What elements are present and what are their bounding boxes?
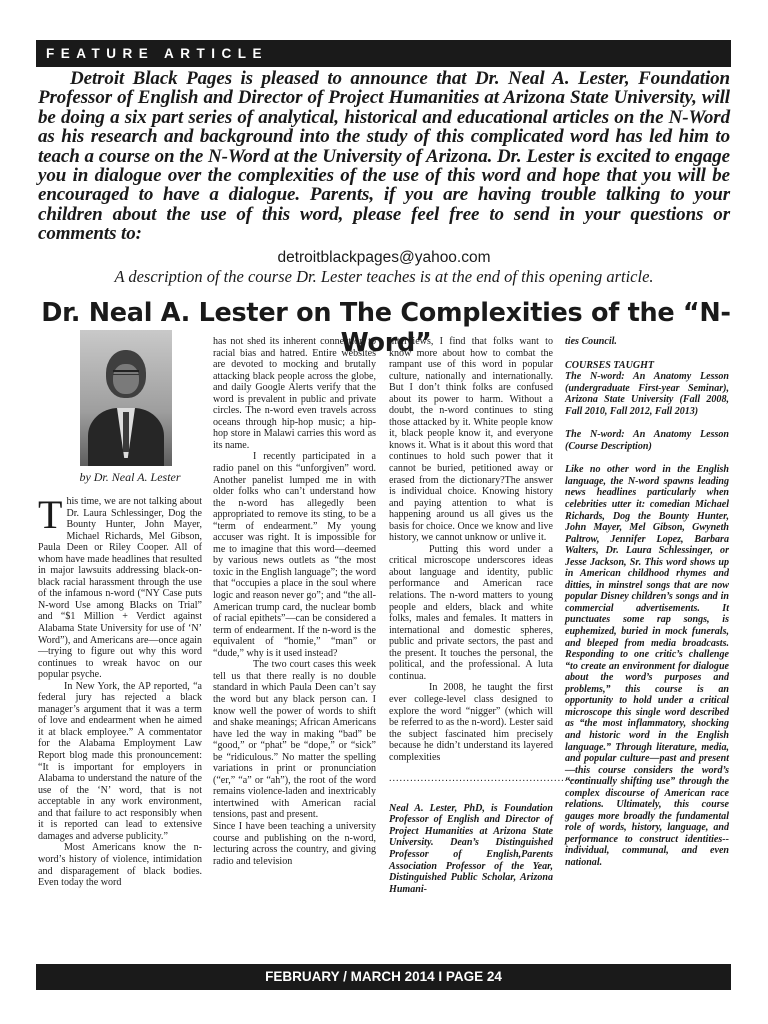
article-paragraph: I recently participated in a radio panel on this “unforgiven” word. Another panelist lumped me in with older folks who can’t understand how the n-word has allegedly been appropriated to remove its sting, to be a “term of endearment.” My young accuser was right. It is impossible for me to imagine that this word—deemed by various news outlets as “the most toxic in the English language”; the word that “occupies a place in the soul where logic and reason never go”; and “the all-American trump card, the nuclear bomb of racial epithets”—can be considered a term of endearment. If the n-word is the equivalent of “homie,” “man” or “dude,” why is it used instead? xyxy=(213,451,376,659)
article-paragraph: Since I have been teaching a university course and publishing on the n-word, lecturing across the country, and giving radio and television xyxy=(213,820,376,867)
article-paragraph: In 2008, he taught the first ever college-level class designed to explore the word “nigger” (which will be referred to as the n-word). Lester said the subject fascinated him precisely because he didn’t understand its layered complexities xyxy=(389,682,553,763)
article-paragraph: Most Americans know the n-word’s history of violence, intimidation and disparagement of black bodies. Even today the word xyxy=(38,842,202,889)
courses-heading: COURSES TAUGHT xyxy=(565,359,655,371)
article-column-3 xyxy=(389,336,586,895)
article-paragraph: The two court cases this week tell us that there really is no double standard in which Paula Deen can’t say the word but any black person can. I know well the power of words to shift and shake meanings; African Americans have led the way in making “bad” be “good,” or “phat” be “dope,” or “sick” be “ridiculous.” No matter the spelling variations in print or pronunciation (“er,” “a” or “ah”), the root of the word remains violence-laden and inextricably intertwined with American racial tensions, past and present. xyxy=(213,659,376,821)
divider-dots: ........................................................ xyxy=(389,773,586,785)
byline: by Dr. Neal A. Lester xyxy=(79,470,181,484)
intro-paragraph: Detroit Black Pages is pleased to announce that Dr. Neal A. Lester, Foundation Professor of English and Director of Project Humanities at Arizona State University, will be doing a six part series of analytical, historical and educational articles on the N-Word as his research and background into the study of this complicated word has led him to teach a course on the N-Word at the University of Arizona. Dr. Lester is excited to engage you in dialogue over the complexities of the use of this word and hope that you will be encouraged to have a dialogue. Parents, if you are having trouble talking to your children about the use of this word, please feel free to send in your questions or comments to: xyxy=(38,68,730,245)
contact-email[interactable]: detroitblackpages@yahoo.com xyxy=(277,249,491,266)
article-paragraph: This time, we are not talking about Dr. Laura Schlessinger, Dog the Bounty Hunter, John Mayer, Michael Richards, Mel Gibson, Paula Deen or Riley Cooper. All of whom have made headlines that resulted in major lawsuits addressing black-on-black racial harassment through the use of the infamous n-word (“NY Case puts N-word Use among Blacks on Trial” and “$1 Million + Verdict against Alabama State University for use of ‘N’ Word”), and Americans are—once again—trying to figure out why this word continues to wreak havoc on our popular psyche. xyxy=(38,492,202,681)
article-column-4 xyxy=(565,336,729,869)
article-paragraph: In New York, the AP reported, “a federal jury has rejected a black manager’s argument that it was a term of love and endearment when he aimed it at black employee.” A commentator for the Alabama Employment Law Report blog made this pronouncement: “It is important for employers in Alabama to understand the nature of the use of the ‘N’ word, that is not acceptable in any work environment, and that failure to act responsibly when it is reported can lead to extensive damages and adverse publicity.” xyxy=(38,680,202,842)
article-paragraph: interviews, I find that folks want to know more about how to combat the rampant use of this word in popular culture, nationally and internationally. But I don’t think folks are confused about its power to harm. Without a doubt, the n-word continues to sting those attacked by it. White people know it, black people know it, and everyone knows it. What is it about this word that continues to hold such power that it cannot be buried, petitioned away or erased from the dictionary?The answer is individual choice. Knowing history and paying attention to what is happening around us all gives us the basis for choice. Once we know and live history, we cannot unknow or unlive it. xyxy=(389,336,553,544)
page-footer: FEBRUARY / MARCH 2014 I PAGE 24 xyxy=(36,964,731,990)
course-description-heading: The N-word: An Anatomy Lesson (Course Description) xyxy=(565,429,729,452)
courses-text: The N-word: An Anatomy Lesson (undergraduate First-year Seminar), Arizona State University (Fall 2008, Fall 2010, Fall 2012, Fall 2013) xyxy=(565,371,729,417)
section-header: FEATURE ARTICLE xyxy=(36,40,731,67)
article-paragraph: Putting this word under a critical microscope underscores ideas about language and identity, public performance and American race relations. The n-word matters to young people and elders, black and white folks, males and females. It matters in international and domestic spheres, public and private sectors, the past and the present. It touches the personal, the political, and the professional. A luta continua. xyxy=(389,543,553,682)
article-headline: Dr. Neal A. Lester on The Complexities of the “N-Word” xyxy=(41,298,731,358)
drop-cap: T xyxy=(38,492,63,537)
author-photo xyxy=(80,330,172,466)
bio-continuation: ties Council. xyxy=(565,336,617,347)
course-description-text: Like no other word in the English language, the N-word spawns leading news headlines particularly when celebrities utter it: comedian Michael Richards, Dog the Bounty Hunter, John Mayer, Mel Gibson, Gwyneth Paltrow, Jennifer Lopez, Barbara Walters, Dr. Laura Schlessinger, or Jesse Jackson, Sr. This word shows up in American childhood rhymes and ditties, in minstrel songs that are now popular Disney children’s songs and in commercial advertisements. It punctuates some rap songs, is euphemized, buried in mock funerals, and bleeped from media broadcasts. Responding to one critic’s challenge “to create an environment for dialogue about the word’s purposes and problems,” this course is an opportunity to hold under a critical microscope this single word described as “the most inflammatory, shocking and historic word in the English language.” Through literature, media, and popular culture—past and present—this course considers the word’s “continually shifting use” through the complex discourse of American race relations. Ultimately, this course gauges more broadly the fundamental role of words, history, language, and performance to construct identities--individual, communal, and even national. xyxy=(565,464,729,868)
course-note: A description of the course Dr. Lester teaches is at the end of this opening article. xyxy=(114,267,654,286)
article-column-1 xyxy=(38,492,202,889)
author-bio: Neal A. Lester, PhD, is Foundation Professor of English and Director of Project Humanities at Arizona State University. Dean’s Distinguished Professor of English,Parents Association Professor of the Year, Distinguished Public Scholar, Arizona Humani- xyxy=(389,802,553,895)
article-column-2 xyxy=(213,336,376,867)
article-paragraph: has not shed its inherent connection to racial bias and hatred. Entire websites are devoted to mocking and brutally attacking black people across the globe, and daily Google Alerts verify that the word is prevalent in public and private circles. The n-word even travels across oceans through hip-hop music; a hip-hop store in Malawi carries this word as its name. xyxy=(213,336,376,451)
